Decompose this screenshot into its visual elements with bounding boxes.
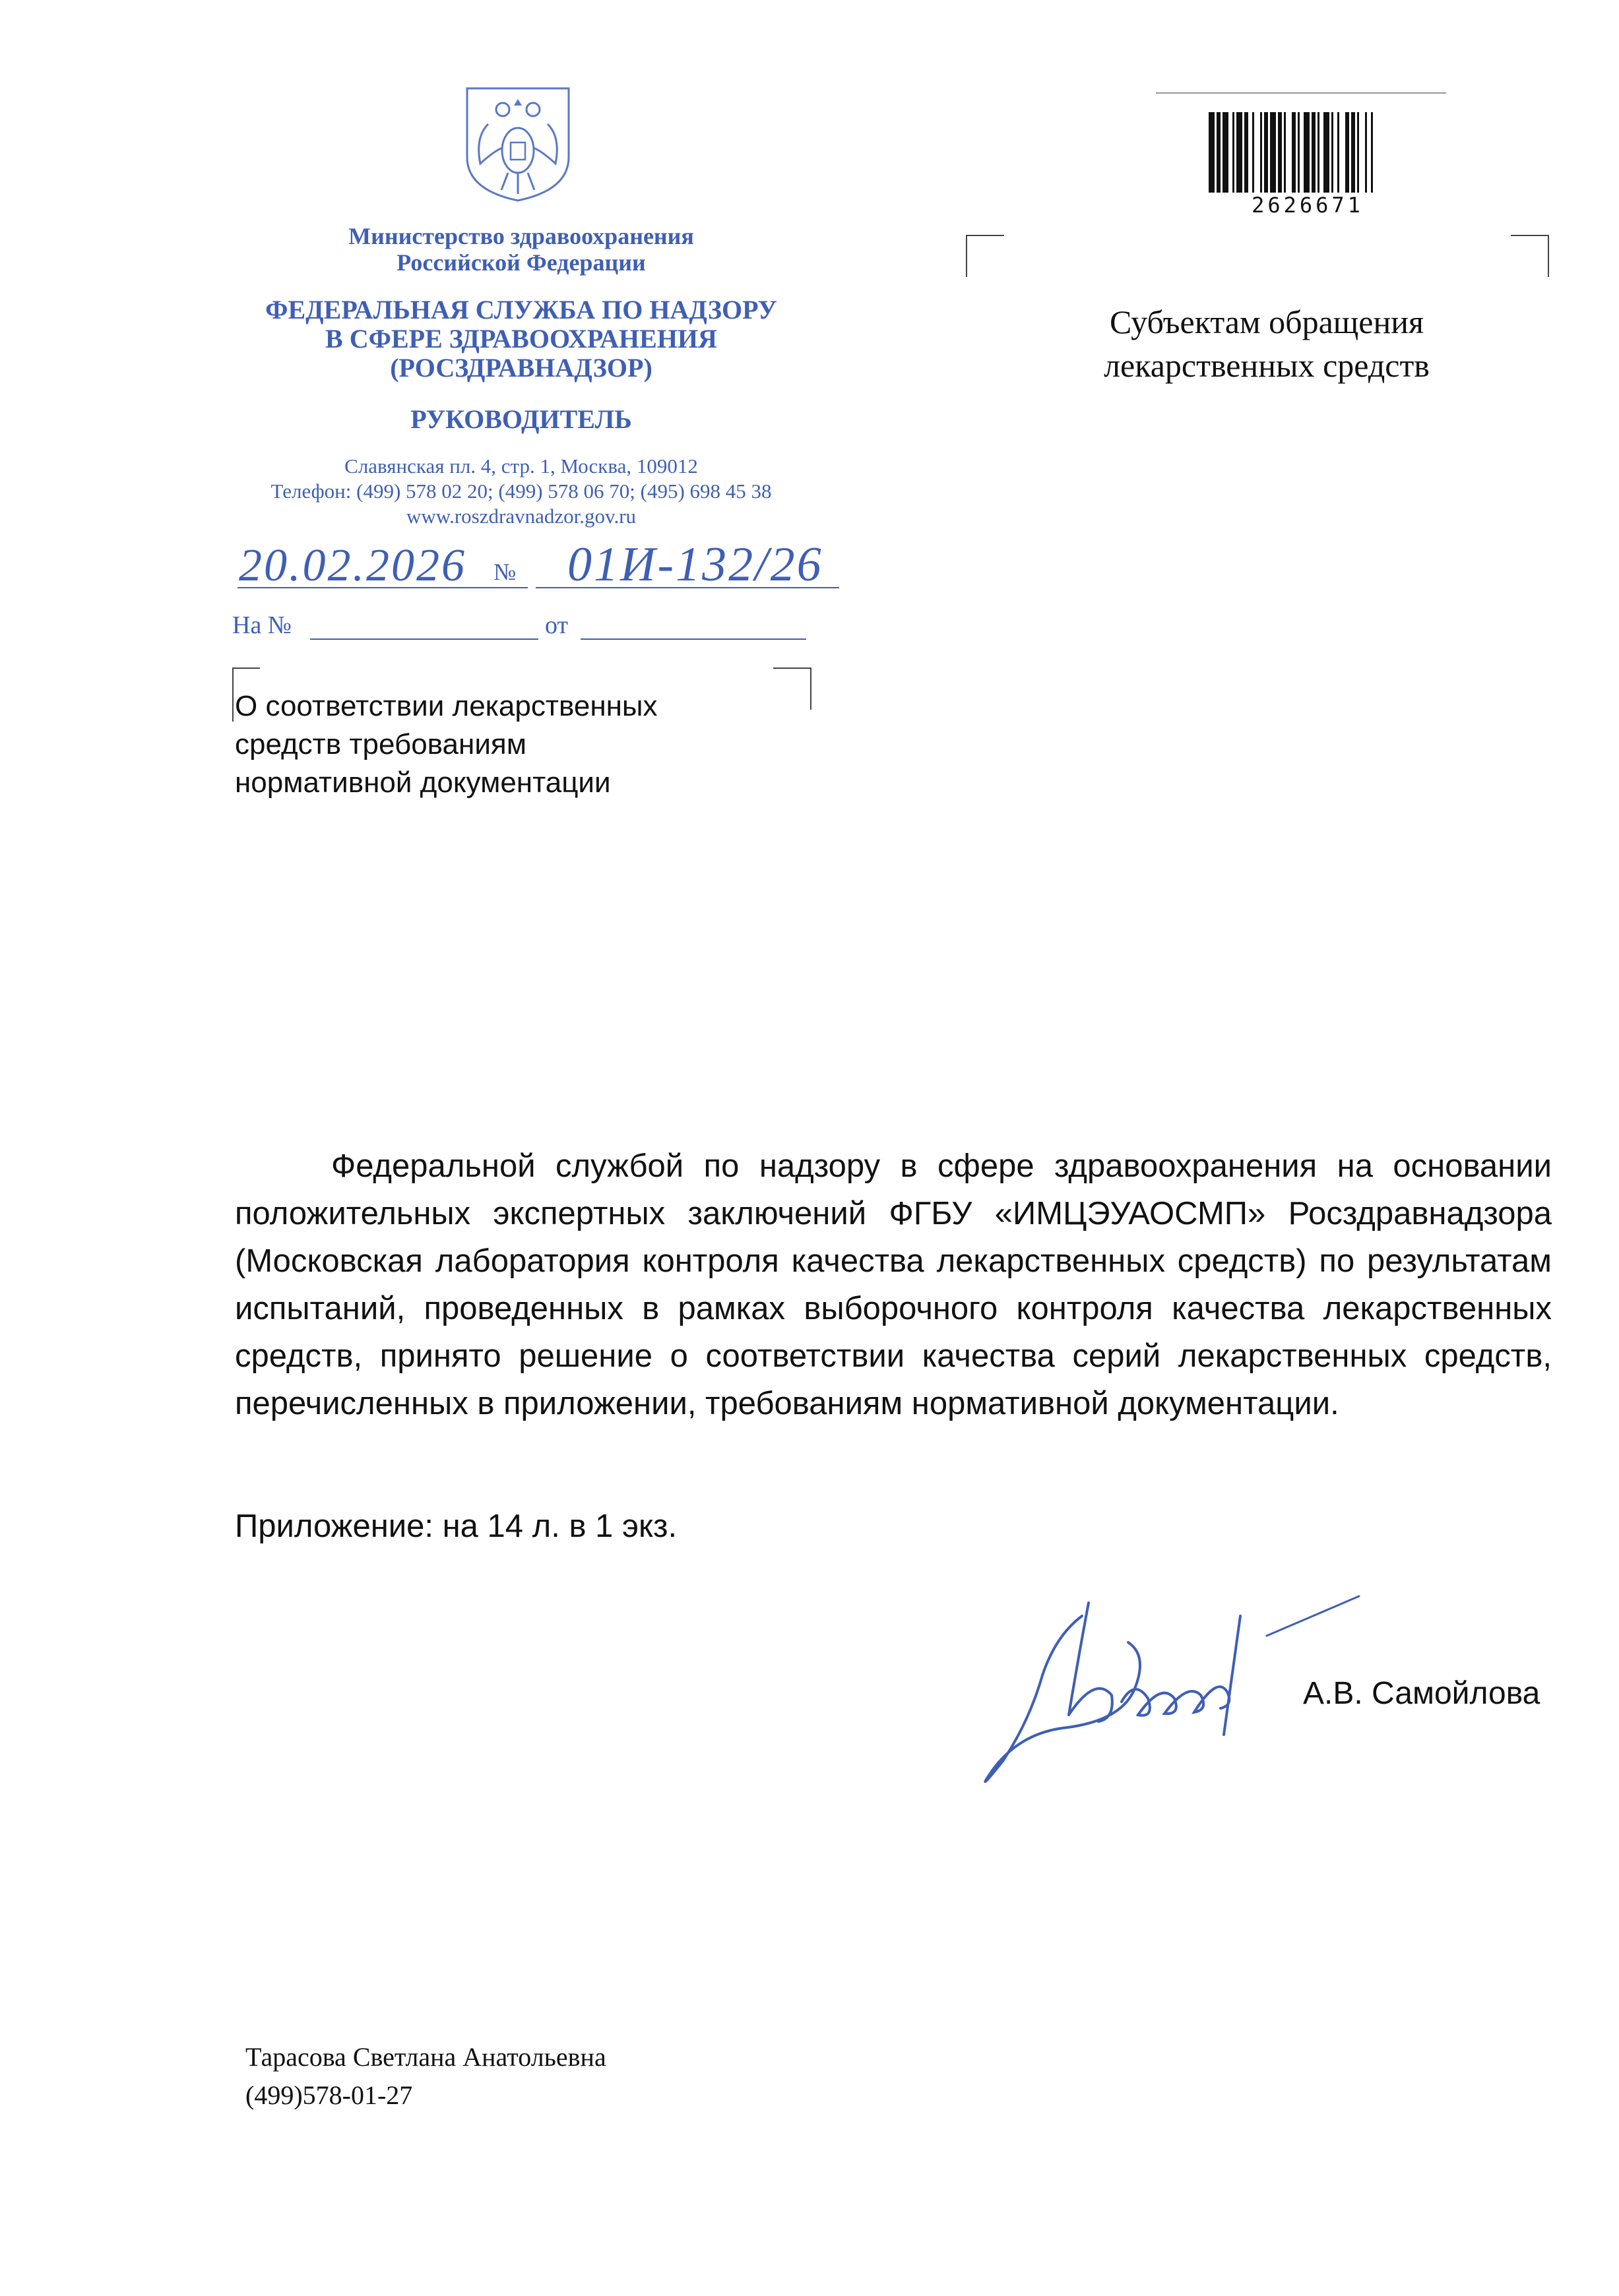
attachment-note: Приложение: на 14 л. в 1 экз.	[235, 1508, 678, 1544]
registration-date: 20.02.2026	[239, 540, 466, 591]
russian-coat-of-arms-icon	[462, 84, 574, 203]
reference-date-label: от	[545, 611, 569, 639]
subject-corner-right	[773, 667, 811, 710]
reference-number-line	[310, 638, 538, 640]
ministry-line: Российской Федерации	[397, 249, 646, 276]
executor-name: Тарасова Светлана Анатольевна	[245, 2042, 606, 2072]
number-sign: №	[493, 559, 517, 585]
number-underline	[536, 587, 839, 588]
executor-phone: (499)578-01-27	[245, 2080, 413, 2110]
service-name	[198, 295, 844, 383]
service-line: (РОСЗДРАВНАДЗОР)	[390, 353, 652, 383]
addressee-corner-right	[1511, 235, 1549, 277]
subject-line: нормативной документации	[235, 766, 611, 799]
addressee-line: лекарственных средств	[1104, 347, 1430, 384]
addressee	[1056, 300, 1478, 387]
barcode-icon	[1209, 112, 1407, 193]
letterhead-website: www.roszdravnadzor.gov.ru	[406, 505, 637, 528]
executor-contact	[245, 2038, 606, 2115]
subject-line: средств требованиям	[235, 728, 526, 760]
ministry-name	[198, 223, 844, 276]
reference-date-line	[581, 638, 806, 640]
addressee-corner-left	[966, 235, 1004, 277]
letterhead-phones: Телефон: (499) 578 02 20; (499) 578 06 70; (495) 698 45 38	[270, 480, 772, 503]
service-line: В СФЕРЕ ЗДРАВООХРАНЕНИЯ	[325, 324, 717, 354]
registration-number: 01И-132/26	[567, 538, 823, 592]
addressee-line: Субъектам обращения	[1110, 303, 1424, 340]
barcode-number: 2626671	[1252, 193, 1364, 218]
service-line: ФЕДЕРАЛЬНАЯ СЛУЖБА ПО НАДЗОРУ	[265, 295, 777, 325]
letter-body: Федеральной службой по надзору в сфере здравоохранения на основании положительных экспертных заключений ФГБУ «ИМЦЭУАОСМП» Росздравнадзора (Московская лаборатория контроля качества лекарственных средств) по результатам испытаний, проведенных в рамках выборочного контроля качества лекарственных средств, принято решение о соответствии качества серий лекарственных средств, перечисленных в приложении, требованиям нормативной документации.	[235, 1148, 1552, 1421]
ministry-line: Министерство здравоохранения	[348, 223, 694, 249]
signer-name: А.В. Самойлова	[1303, 1676, 1540, 1711]
reference-number-label: На №	[232, 611, 292, 639]
head-title: РУКОВОДИТЕЛЬ	[410, 404, 632, 434]
letterhead-address: Славянская пл. 4, стр. 1, Москва, 109012	[344, 454, 698, 478]
subject-line: О соответствии лекарственных	[235, 690, 658, 722]
date-underline	[238, 587, 528, 588]
barcode-top-line	[1156, 92, 1446, 94]
letter-subject	[235, 687, 736, 802]
